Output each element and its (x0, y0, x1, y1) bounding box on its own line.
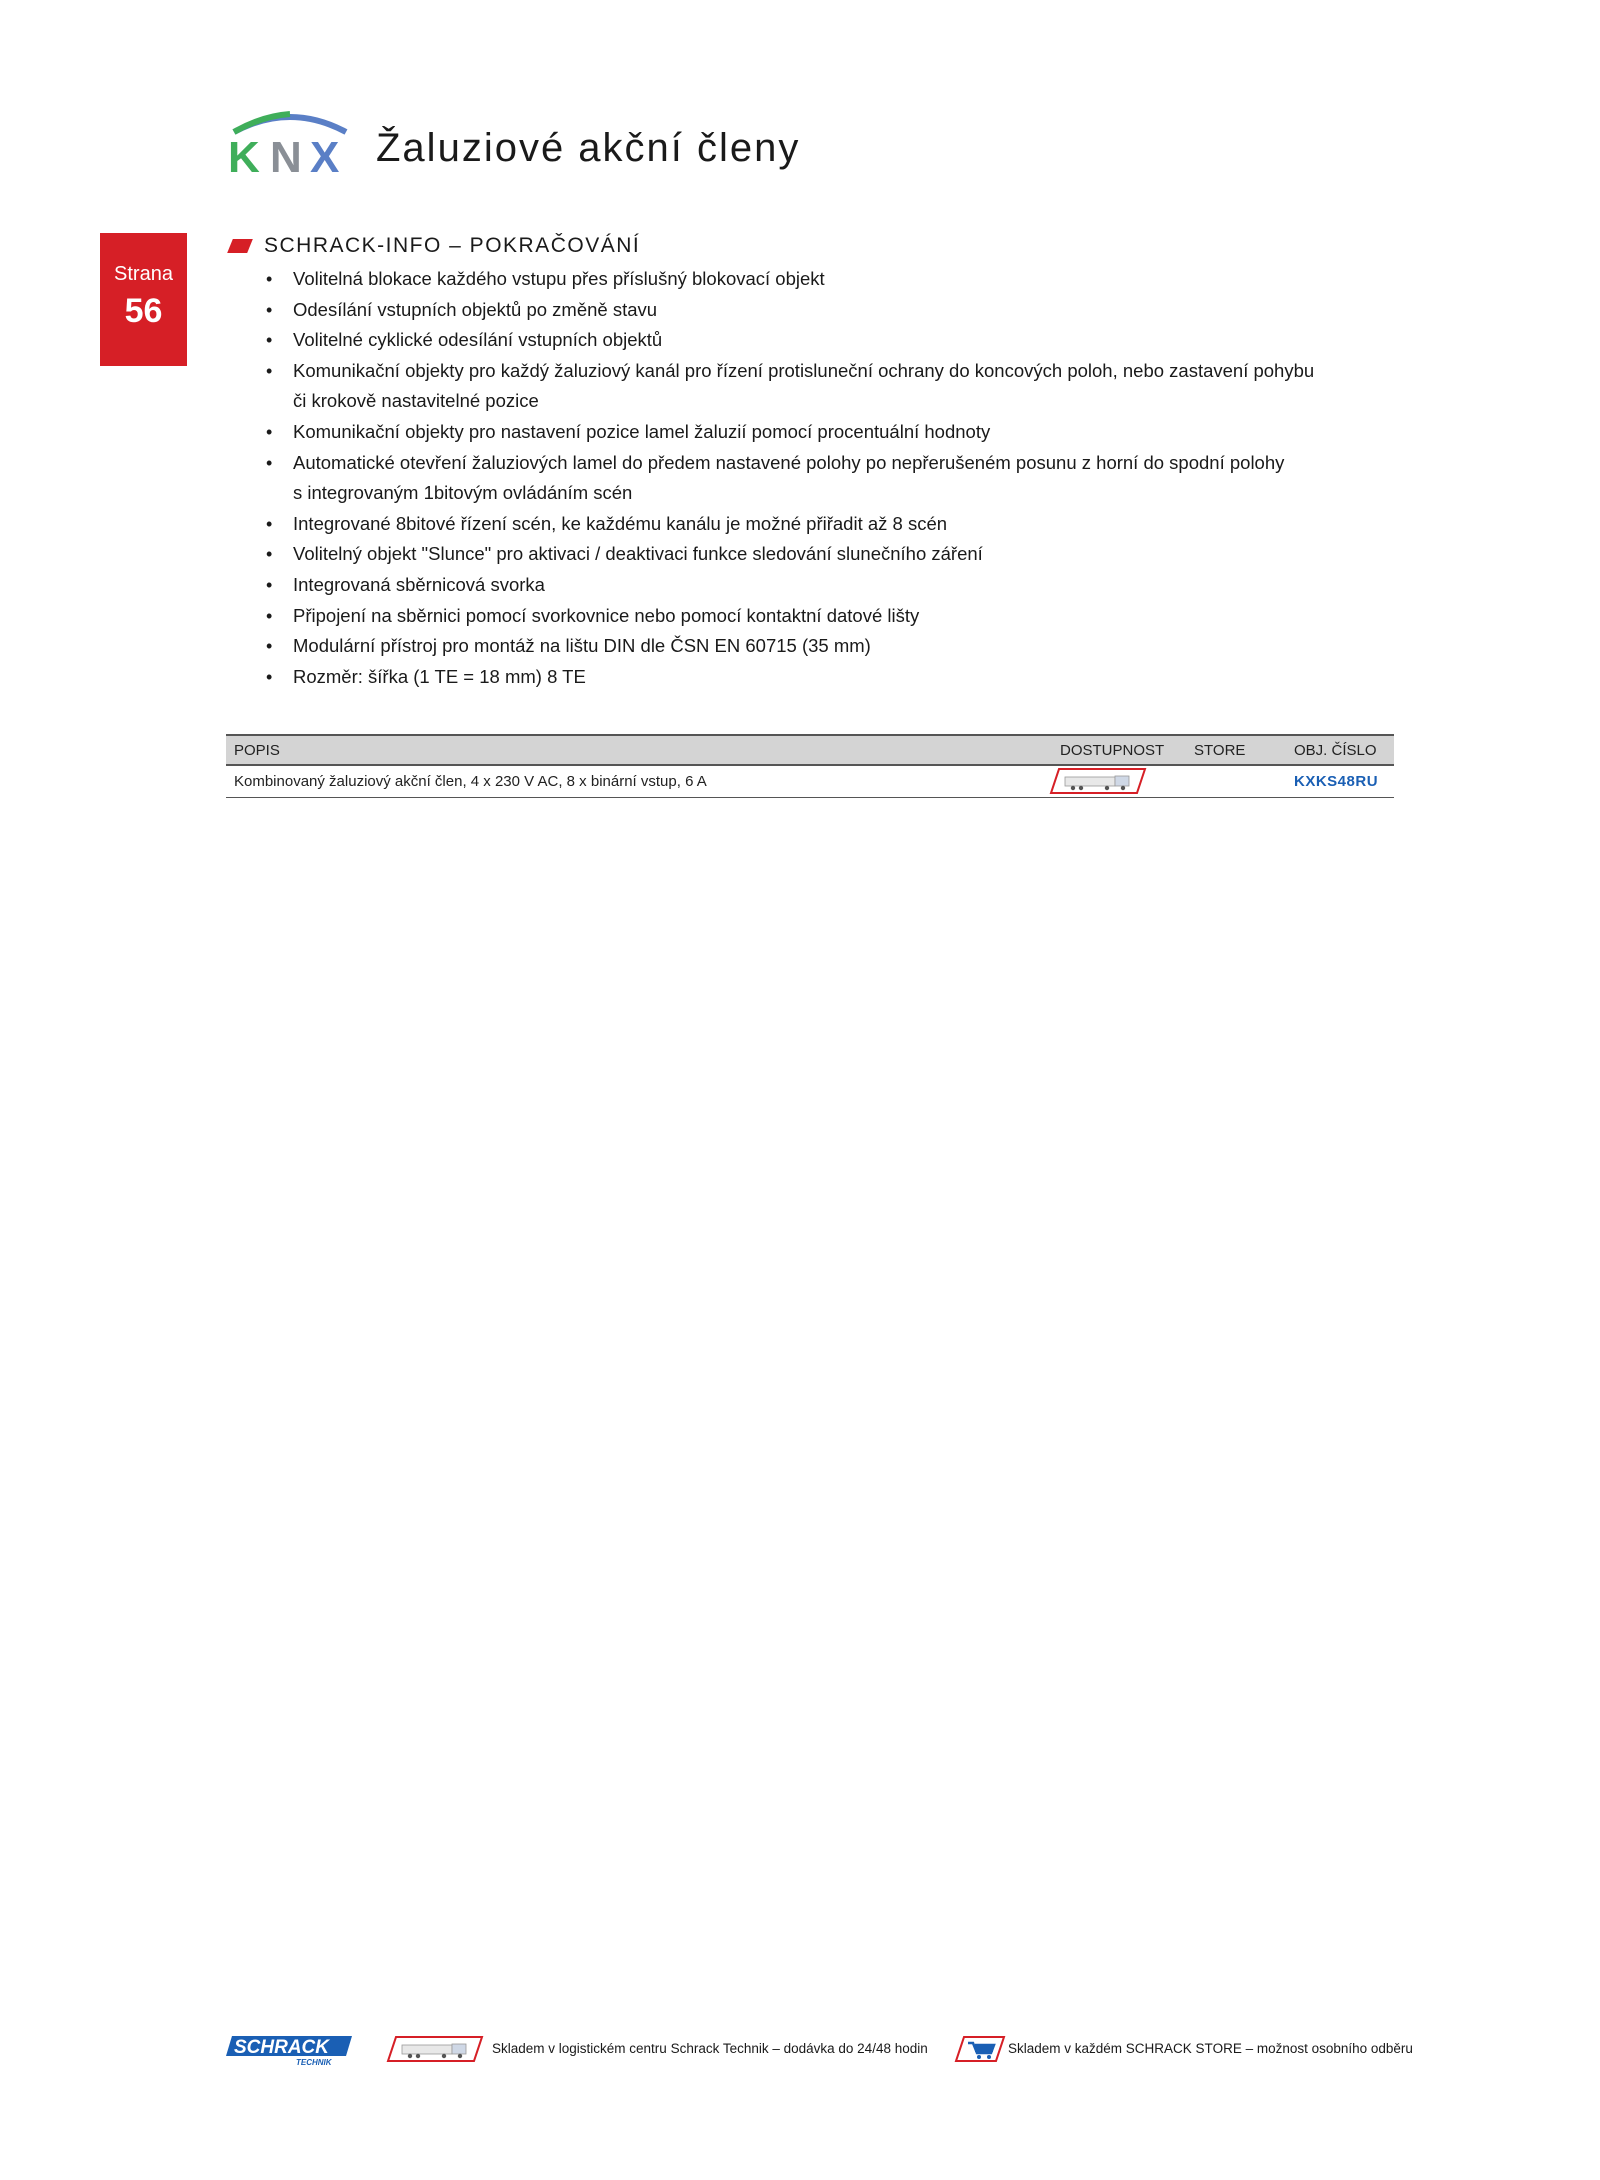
column-header-obj-cislo: OBJ. ČÍSLO (1294, 741, 1377, 759)
list-item: • Komunikační objekty pro nastavení pozice lamel žaluzií pomocí procentuální hodnoty (226, 417, 1396, 448)
truck-legend-text: Skladem v logistickém centru Schrack Technik – dodávka do 24/48 hodin (492, 2041, 928, 2056)
list-item-continuation: s integrovaným 1bitovým ovládáním scén (293, 482, 633, 504)
page-header (226, 108, 800, 178)
svg-text:SCHRACK: SCHRACK (234, 2037, 329, 2058)
product-description: Kombinovaný žaluziový akční člen, 4 x 230 V AC, 8 x binární vstup, 6 A (234, 773, 707, 790)
feature-list (226, 264, 1396, 692)
list-item: • Integrovaná sběrnicová svorka (226, 570, 1396, 601)
column-header-store: STORE (1194, 741, 1246, 759)
list-item: • Připojení na sběrnici pomocí svorkovnice nebo pomocí kontaktní datové lišty (226, 601, 1396, 632)
list-item: • Odesílání vstupních objektů po změně stavu (226, 295, 1396, 326)
table-header (226, 734, 1394, 766)
page-number-tab (100, 233, 187, 366)
list-item: • Automatické otevření žaluziových lamel do předem nastavené polohy po nepřerušeném posunu z horní do spodní polohy (226, 448, 1396, 479)
info-heading-text: SCHRACK-INFO – POKRAČOVÁNÍ (264, 234, 641, 257)
list-item: • Integrované 8bitové řízení scén, ke každému kanálu je možné přiřadit až 8 scén (226, 509, 1396, 540)
order-number-link[interactable]: KXKS48RU (1294, 773, 1379, 790)
schrack-technik-logo (226, 2032, 354, 2068)
page-number: 56 (124, 292, 163, 330)
page-title: Žaluziové akční členy (376, 125, 801, 170)
page-footer (226, 2032, 1426, 2068)
page-label: Strana (114, 263, 173, 285)
list-item-continuation: či krokově nastavitelné pozice (293, 390, 539, 412)
list-item: • Volitelné cyklické odesílání vstupních objektů (226, 325, 1396, 356)
list-item: • Modulární přístroj pro montáž na lištu DIN dle ČSN EN 60715 (35 mm) (226, 631, 1396, 662)
svg-text:N: N (270, 133, 302, 176)
store-legend-text: Skladem v každém SCHRACK STORE – možnost osobního odběru (1008, 2041, 1413, 2056)
truck-icon (386, 2035, 486, 2063)
table-row (226, 766, 1394, 798)
knx-logo (226, 110, 354, 176)
list-item: • Volitelný objekt "Slunce" pro aktivaci / deaktivaci funkce sledování slunečního záření (226, 539, 1396, 570)
section-marker-icon (227, 239, 253, 253)
product-table (226, 734, 1394, 798)
column-header-popis: POPIS (234, 741, 280, 759)
info-heading (226, 232, 1396, 260)
list-item: • Rozměr: šířka (1 TE = 18 mm) 8 TE (226, 662, 1396, 693)
shopping-cart-icon (954, 2035, 1006, 2063)
list-item: • Volitelná blokace každého vstupu přes příslušný blokovací objekt (226, 264, 1396, 295)
list-item: • Komunikační objekty pro každý žaluziový kanál pro řízení protislunеční ochrany do koncových poloh, nebo zastavení pohybu (226, 356, 1396, 387)
svg-text:X: X (310, 133, 340, 176)
schrack-info-section (226, 232, 1396, 692)
truck-icon (1049, 767, 1149, 795)
svg-text:TECHNIK: TECHNIK (296, 2058, 332, 2067)
column-header-dostupnost: DOSTUPNOST (1060, 741, 1165, 759)
svg-text:K: K (228, 133, 260, 176)
